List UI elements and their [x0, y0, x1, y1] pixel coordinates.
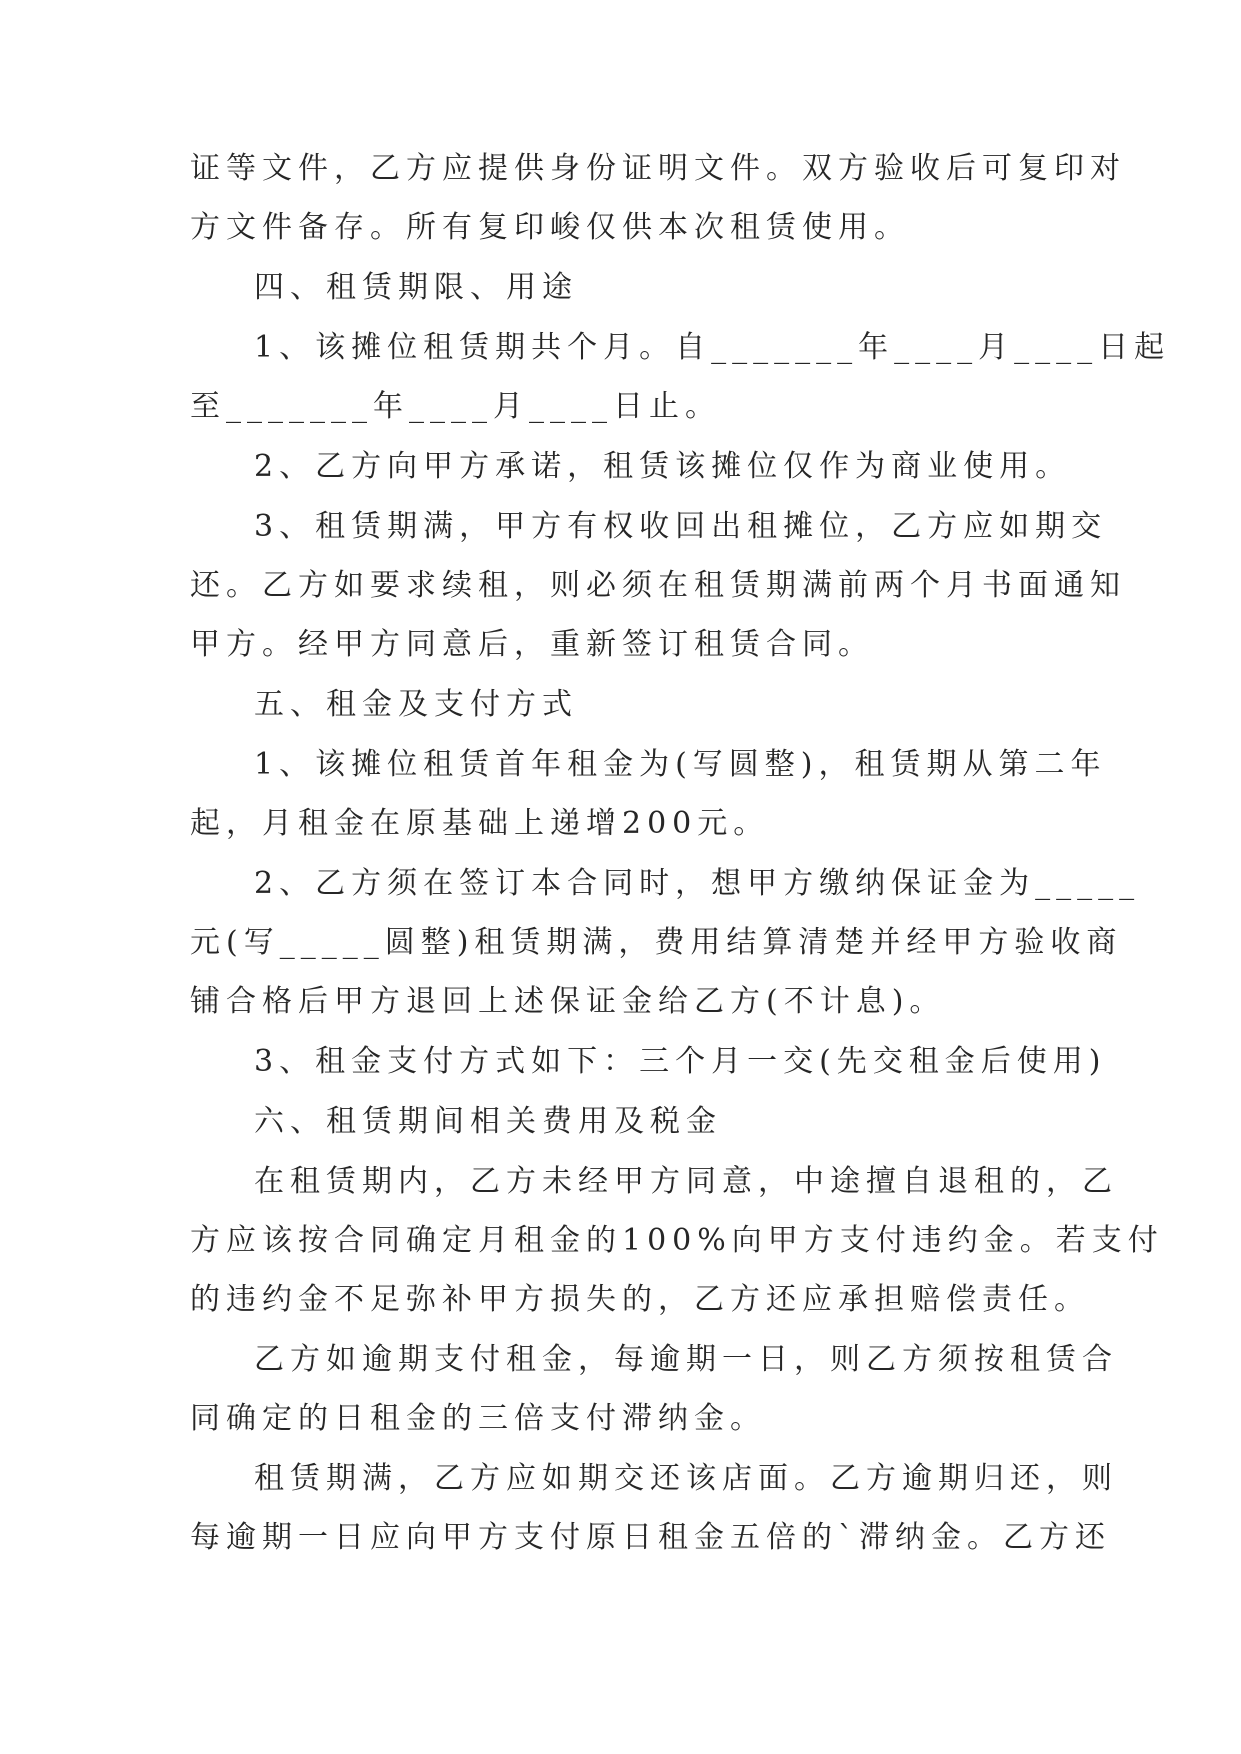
text-line: 在租赁期内，乙方未经甲方同意，中途擅自退租的，乙 [254, 1164, 1118, 1199]
text-line: 还。乙方如要求续租，则必须在租赁期满前两个月书面通知 [190, 568, 1126, 603]
text-line: 证等文件，乙方应提供身份证明文件。双方验收后可复印对 [190, 151, 1126, 186]
text-line: 每逾期一日应向甲方支付原日租金五倍的`滞纳金。乙方还 [190, 1520, 1111, 1555]
section-heading: 五、租金及支付方式 [254, 687, 578, 722]
text-line: 方应该按合同确定月租金的100%向甲方支付违约金。若支付 [190, 1223, 1164, 1258]
text-line: 1、该摊位租赁期共个月。自_______年____月____日起 [254, 330, 1171, 365]
text-line: 3、租金支付方式如下：三个月一交(先交租金后使用) [254, 1044, 1107, 1079]
text-line: 2、乙方向甲方承诺，租赁该摊位仅作为商业使用。 [254, 449, 1072, 484]
text-line: 乙方如逾期支付租金，每逾期一日，则乙方须按租赁合 [254, 1342, 1118, 1377]
text-line: 甲方。经甲方同意后，重新签订租赁合同。 [190, 627, 874, 662]
text-line: 方文件备存。所有复印峻仅供本次租赁使用。 [190, 210, 910, 245]
section-heading: 四、租赁期限、用途 [254, 270, 578, 305]
text-line: 元(写_____圆整)租赁期满，费用结算清楚并经甲方验收商 [190, 925, 1123, 960]
text-line: 铺合格后甲方退回上述保证金给乙方(不计息)。 [190, 984, 946, 1019]
text-line: 起，月租金在原基础上递增200元。 [190, 806, 770, 841]
text-line: 租赁期满，乙方应如期交还该店面。乙方逾期归还，则 [254, 1461, 1118, 1496]
text-line: 3、租赁期满，甲方有权收回出租摊位，乙方应如期交 [254, 509, 1108, 544]
text-line: 1、该摊位租赁首年租金为(写圆整)，租赁期从第二年 [254, 747, 1107, 782]
text-line: 2、乙方须在签订本合同时，想甲方缴纳保证金为_____ [254, 866, 1141, 901]
contract-text [190, 150, 1171, 1556]
text-line: 至_______年____月____日止。 [190, 389, 721, 424]
text-line: 的违约金不足弥补甲方损失的，乙方还应承担赔偿责任。 [190, 1282, 1090, 1317]
section-heading: 六、租赁期间相关费用及税金 [254, 1104, 722, 1139]
text-line: 同确定的日租金的三倍支付滞纳金。 [190, 1401, 766, 1436]
